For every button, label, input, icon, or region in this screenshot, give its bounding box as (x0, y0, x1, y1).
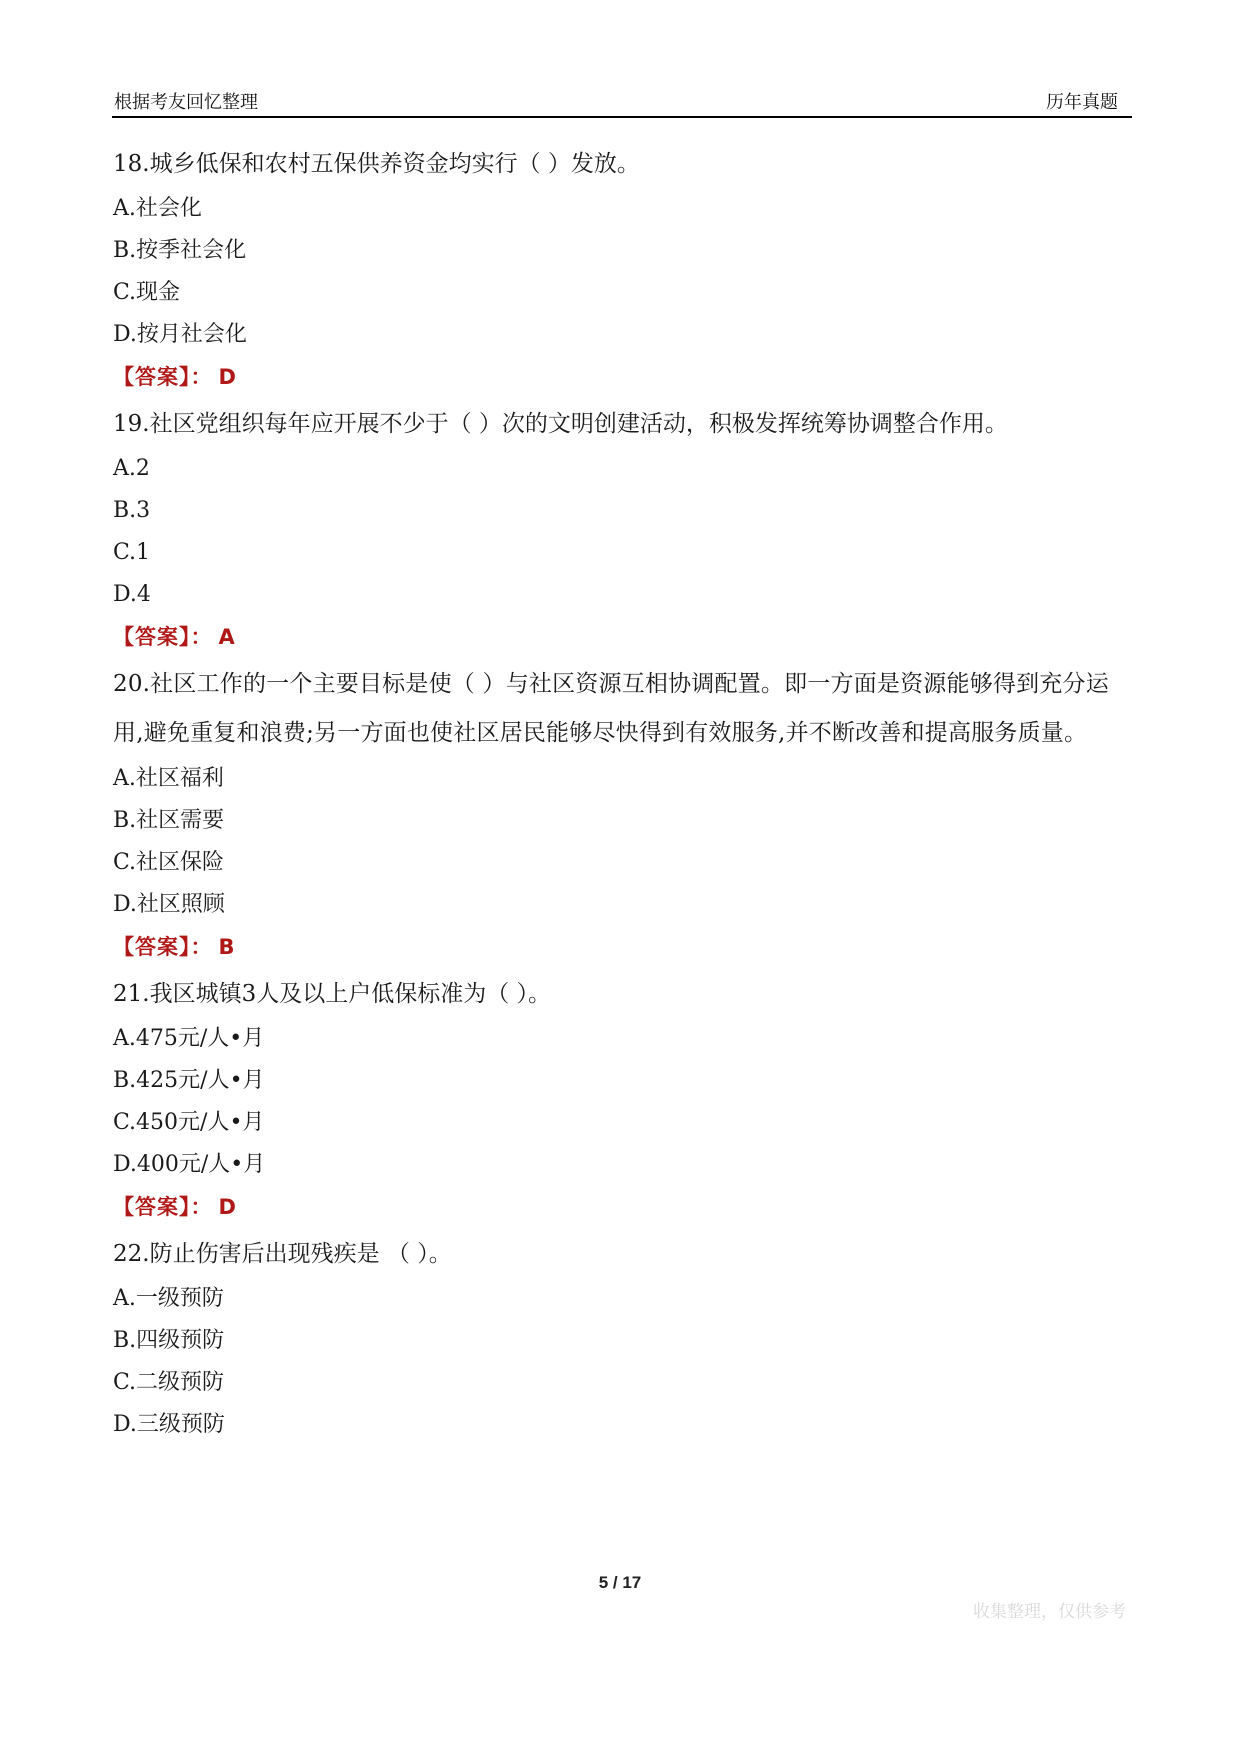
option-d: D.三级预防 (113, 1412, 225, 1437)
answer-label: 【答案】： (113, 365, 213, 389)
footer-watermark-note: 收集整理，仅供参考 (973, 1602, 1126, 1622)
option-c: C.1 (113, 540, 151, 565)
option-d: D.400元/人•月 (113, 1152, 266, 1177)
question-21 (113, 970, 1133, 1230)
answer-label: 【答案】： (113, 625, 213, 649)
option-a: A.社会化 (113, 196, 202, 221)
header-title: 历年真题 (1046, 92, 1118, 113)
question-stem: 21.我区城镇3人及以上户低保标准为（ ）。 (113, 981, 552, 1007)
option-c: C.二级预防 (113, 1370, 225, 1395)
option-c: C.450元/人•月 (113, 1110, 265, 1135)
option-b: B.按季社会化 (113, 238, 247, 263)
answer-label: 【答案】： (113, 935, 213, 959)
question-list (113, 140, 1133, 1446)
answer-value: D (218, 365, 236, 389)
question-20 (113, 660, 1133, 970)
option-a: A.475元/人•月 (113, 1026, 265, 1051)
option-a: A.一级预防 (113, 1286, 224, 1311)
question-18 (113, 140, 1133, 400)
option-a: A.社区福利 (113, 766, 224, 791)
question-stem: 18.城乡低保和农村五保供养资金均实行（ ）发放。 (113, 151, 640, 177)
header-source-note: 根据考友回忆整理 (114, 92, 258, 113)
option-d: D.按月社会化 (113, 322, 247, 347)
question-stem: 19.社区党组织每年应开展不少于（ ）次的文明创建活动，积极发挥统筹协调整合作用。 (113, 411, 1008, 437)
answer-line (113, 926, 1133, 970)
option-d: D.社区照顾 (113, 892, 225, 917)
question-stem: 22.防止伤害后出现残疾是 （ ）。 (113, 1241, 452, 1267)
question-stem: 20.社区工作的一个主要目标是使（ ）与社区资源互相协调配置。即一方面是资源能够得到充分运用,避免重复和浪费;另一方面也使社区居民能够尽快得到有效服务,并不断改善和提高服务质量。 (113, 671, 1109, 746)
option-a: A.2 (113, 456, 150, 481)
answer-value: A (218, 625, 235, 649)
option-b: B.社区需要 (113, 808, 225, 833)
answer-line (113, 616, 1133, 660)
answer-value: B (218, 935, 235, 959)
option-c: C.社区保险 (113, 850, 225, 875)
option-d: D.4 (113, 582, 151, 607)
question-22 (113, 1230, 1133, 1446)
option-c: C.现金 (113, 280, 181, 305)
answer-value: D (218, 1195, 236, 1219)
option-b: B.3 (113, 498, 151, 523)
option-b: B.四级预防 (113, 1328, 225, 1353)
option-b: B.425元/人•月 (113, 1068, 265, 1093)
page-header (112, 82, 1132, 118)
question-19 (113, 400, 1133, 660)
answer-line (113, 1186, 1133, 1230)
page-number: 5 / 17 (598, 1573, 642, 1592)
answer-label: 【答案】： (113, 1195, 213, 1219)
answer-line (113, 356, 1133, 400)
